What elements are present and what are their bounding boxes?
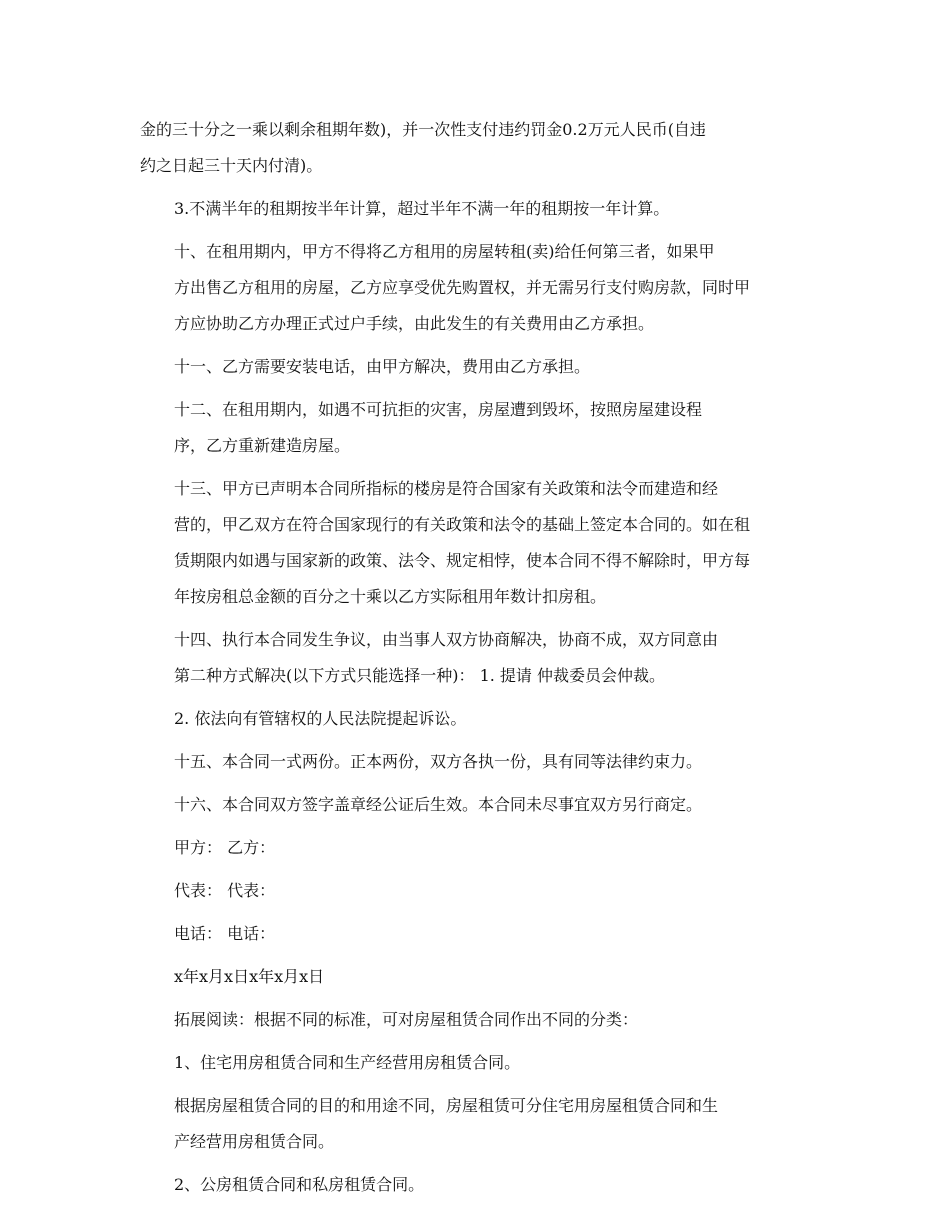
paragraph [140, 744, 815, 780]
text-line: 年按房租总金额的百分之十乘以乙方实际租用年数计扣房租。 [174, 587, 607, 606]
text-line: x年x月x日x年x月x日 [174, 967, 325, 986]
text-line: 十一、乙方需要安装电话，由甲方解决，费用由乙方承担。 [174, 357, 591, 376]
paragraph [140, 701, 815, 737]
paragraph [140, 112, 815, 184]
paragraph [140, 191, 815, 227]
text-line: 约之日起三十天内付清)。 [140, 156, 323, 175]
text-line: 十、在租用期内，甲方不得将乙方租用的房屋转租(卖)给任何第三者，如果甲 [174, 242, 715, 261]
text-line: 十二、在租用期内，如遇不可抗拒的灾害，房屋遭到毁坏，按照房屋建设程 [174, 400, 703, 419]
paragraph [140, 1088, 815, 1160]
text-line: 2、公房租赁合同和私房租赁合同。 [174, 1175, 425, 1194]
text-line: 赁期限内如遇与国家新的政策、法令、规定相悖，使本合同不得不解除时，甲方每 [174, 551, 751, 570]
text-line: 1、住宅用房租赁合同和生产经营用房租赁合同。 [174, 1053, 521, 1072]
text-line: 十六、本合同双方签字盖章经公证后生效。本合同未尽事宜双方另行商定。 [174, 795, 703, 814]
text-line: 3.不满半年的租期按半年计算，超过半年不满一年的租期按一年计算。 [174, 199, 670, 218]
text-line: 拓展阅读：根据不同的标准，可对房屋租赁合同作出不同的分类： [174, 1010, 639, 1029]
paragraph [140, 1002, 815, 1038]
paragraph [140, 392, 815, 464]
paragraph [140, 830, 815, 866]
paragraph [140, 349, 815, 385]
paragraph [140, 959, 815, 995]
paragraph [140, 1167, 815, 1203]
text-line: 序，乙方重新建造房屋。 [174, 436, 351, 455]
text-line: 2. 依法向有管辖权的人民法院提起诉讼。 [174, 709, 467, 728]
text-line: 第二种方式解决(以下方式只能选择一种)： 1. 提请 仲裁委员会仲裁。 [174, 666, 666, 685]
text-line: 产经营用房租赁合同。 [174, 1132, 335, 1151]
paragraph [140, 916, 815, 952]
paragraph [140, 234, 815, 342]
text-line: 代表： 代表： [174, 881, 276, 900]
text-line: 方出售乙方租用的房屋，乙方应享受优先购置权，并无需另行支付购房款，同时甲 [174, 278, 751, 297]
text-line: 营的，甲乙双方在符合国家现行的有关政策和法令的基础上签定本合同的。如在租 [174, 515, 751, 534]
paragraph [140, 622, 815, 694]
text-line: 甲方： 乙方： [174, 838, 276, 857]
document-body [140, 112, 815, 1210]
text-line: 电话： 电话： [174, 924, 276, 943]
text-line: 金的三十分之一乘以剩余租期年数)，并一次性支付违约罚金0.2万元人民币(自违 [140, 120, 706, 139]
text-line: 根据房屋租赁合同的目的和用途不同，房屋租赁可分住宅用房屋租赁合同和生 [174, 1096, 719, 1115]
text-line: 十五、本合同一式两份。正本两份，双方各执一份，具有同等法律约束力。 [174, 752, 703, 771]
text-line: 十三、甲方已声明本合同所指标的楼房是符合国家有关政策和法令而建造和经 [174, 479, 719, 498]
text-line: 十四、执行本合同发生争议，由当事人双方协商解决，协商不成，双方同意由 [174, 630, 719, 649]
paragraph [140, 873, 815, 909]
paragraph [140, 471, 815, 615]
paragraph [140, 787, 815, 823]
paragraph [140, 1045, 815, 1081]
text-line: 方应协助乙方办理正式过户手续，由此发生的有关费用由乙方承担。 [174, 314, 655, 333]
